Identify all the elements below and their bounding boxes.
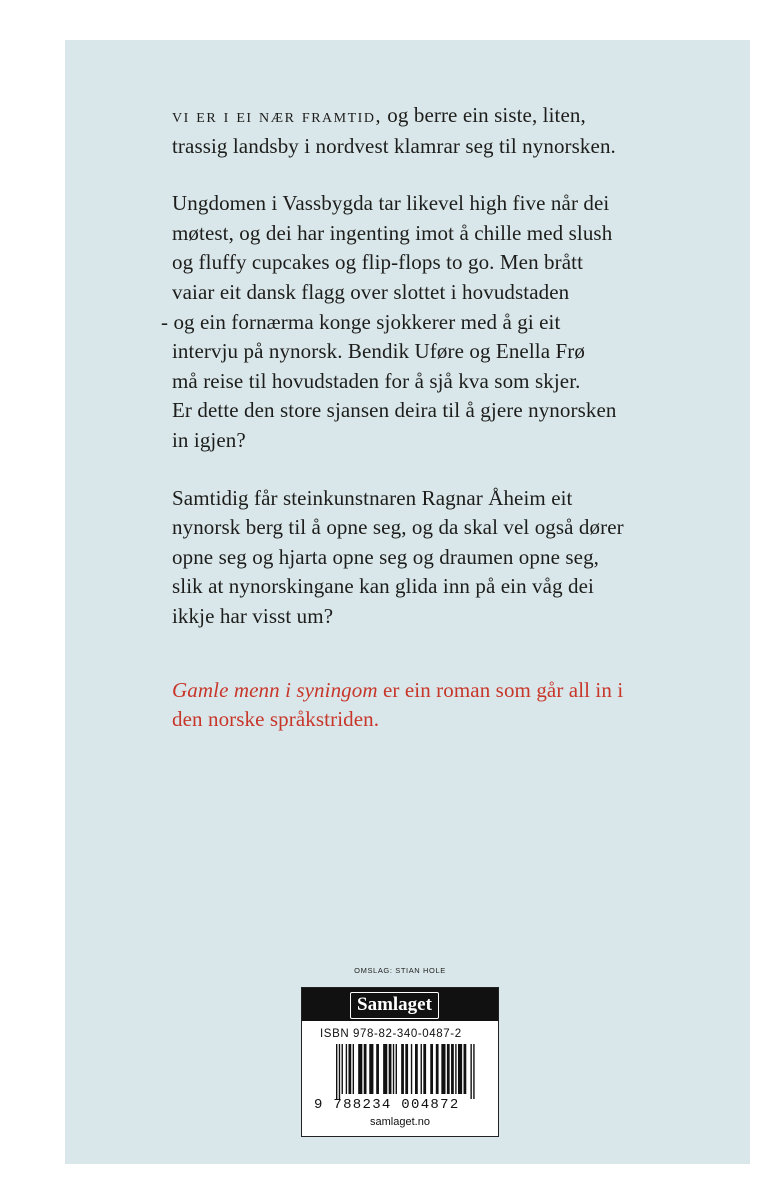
blurb-line: ikkje har visst um? [172,603,334,628]
barcode-bar [389,1044,392,1094]
barcode-bar [369,1044,373,1094]
blurb-line: nynorsk berg til å opne seg, og da skal vel også dører [172,515,624,540]
blurb-paragraph-1 [172,101,692,161]
barcode-bar [353,1044,354,1094]
publisher-logo: Samlaget [350,992,439,1019]
blurb-line: Ungdomen i Vassbygda tar likevel high five når dei [172,191,610,216]
barcode-bar [415,1044,418,1094]
barcode-bar [464,1044,467,1094]
barcode-bar [336,1044,337,1099]
cover-credit: OMSLAG: STIAN HOLE [354,966,446,975]
barcode-bar [458,1044,462,1094]
barcode-bar [473,1044,474,1099]
barcode-bar [358,1044,362,1094]
barcode-bar [396,1044,397,1094]
barcode-bar [423,1044,426,1094]
blurb-paragraph-2 [161,189,692,455]
barcode-bar [421,1044,422,1094]
barcode-bar [393,1044,394,1094]
blurb-lead-smallcaps: vi er i ei nær framtid, [172,105,382,127]
blurb-line: må reise til hovudstaden for å sjå kva som skjer. [172,368,581,393]
barcode-bar [447,1044,450,1094]
blurb-line: in igjen? [172,427,246,452]
barcode-bar [430,1044,433,1094]
blurb-line: den norske språkstriden. [172,707,380,732]
isbn-text: ISBN 978-82-340-0487-2 [320,1028,462,1040]
barcode [336,1044,476,1099]
blurb-line: Gamle menn i syningom er ein roman som går all in i [172,677,624,702]
barcode-bar [455,1044,456,1094]
blurb-text [161,101,692,763]
barcode-bar [342,1044,343,1094]
blurb-line: Samtidig får steinkunstnaren Ragnar Åheim eit [172,485,573,510]
blurb-line: Er dette den store sjansen deira til å gjere nynorsken [172,398,617,423]
blurb-tagline [172,676,692,735]
publisher-band [302,988,498,1021]
book-title: Gamle menn i syningom [172,677,378,702]
blurb-paragraph-3 [172,484,692,632]
barcode-bar [376,1044,379,1094]
barcode-bar [348,1044,351,1094]
publisher-website: samlaget.no [370,1116,430,1128]
barcode-bar [405,1044,408,1094]
blurb-line: vaiar eit dansk flagg over slottet i hovudstaden [172,279,570,304]
barcode-bar [441,1044,445,1094]
barcode-bar [411,1044,412,1094]
blurb-line: opne seg og hjarta opne seg og draumen opne seg, [172,544,600,569]
barcode-bar [436,1044,439,1094]
barcode-bar [346,1044,347,1094]
blurb-line: - og ein fornærma konge sjokkerer med å gi eit [161,309,561,334]
blurb-line: møtest, og dei har ingenting imot å chille med slush [172,220,613,245]
blurb-line: og fluffy cupcakes og flip-flops to go. Men brått [172,250,584,275]
barcode-bar [401,1044,404,1094]
barcode-bar [451,1044,454,1094]
blurb-line: trassig landsby i nordvest klamrar seg til nynorsken. [172,133,616,158]
blurb-line: vi er i ei nær framtid, og berre ein siste, liten, [172,103,586,127]
barcode-digits: 9 788234 004872 [314,1097,460,1113]
barcode-bar [470,1044,471,1099]
barcode-bar [364,1044,367,1094]
blurb-line: slik at nynorskingane kan glida inn på ein våg dei [172,574,594,599]
publisher-badge [301,987,499,1137]
barcode-bar [383,1044,387,1094]
blurb-line: intervju på nynorsk. Bendik Uføre og Enella Frø [172,339,585,364]
barcode-bar [339,1044,340,1099]
